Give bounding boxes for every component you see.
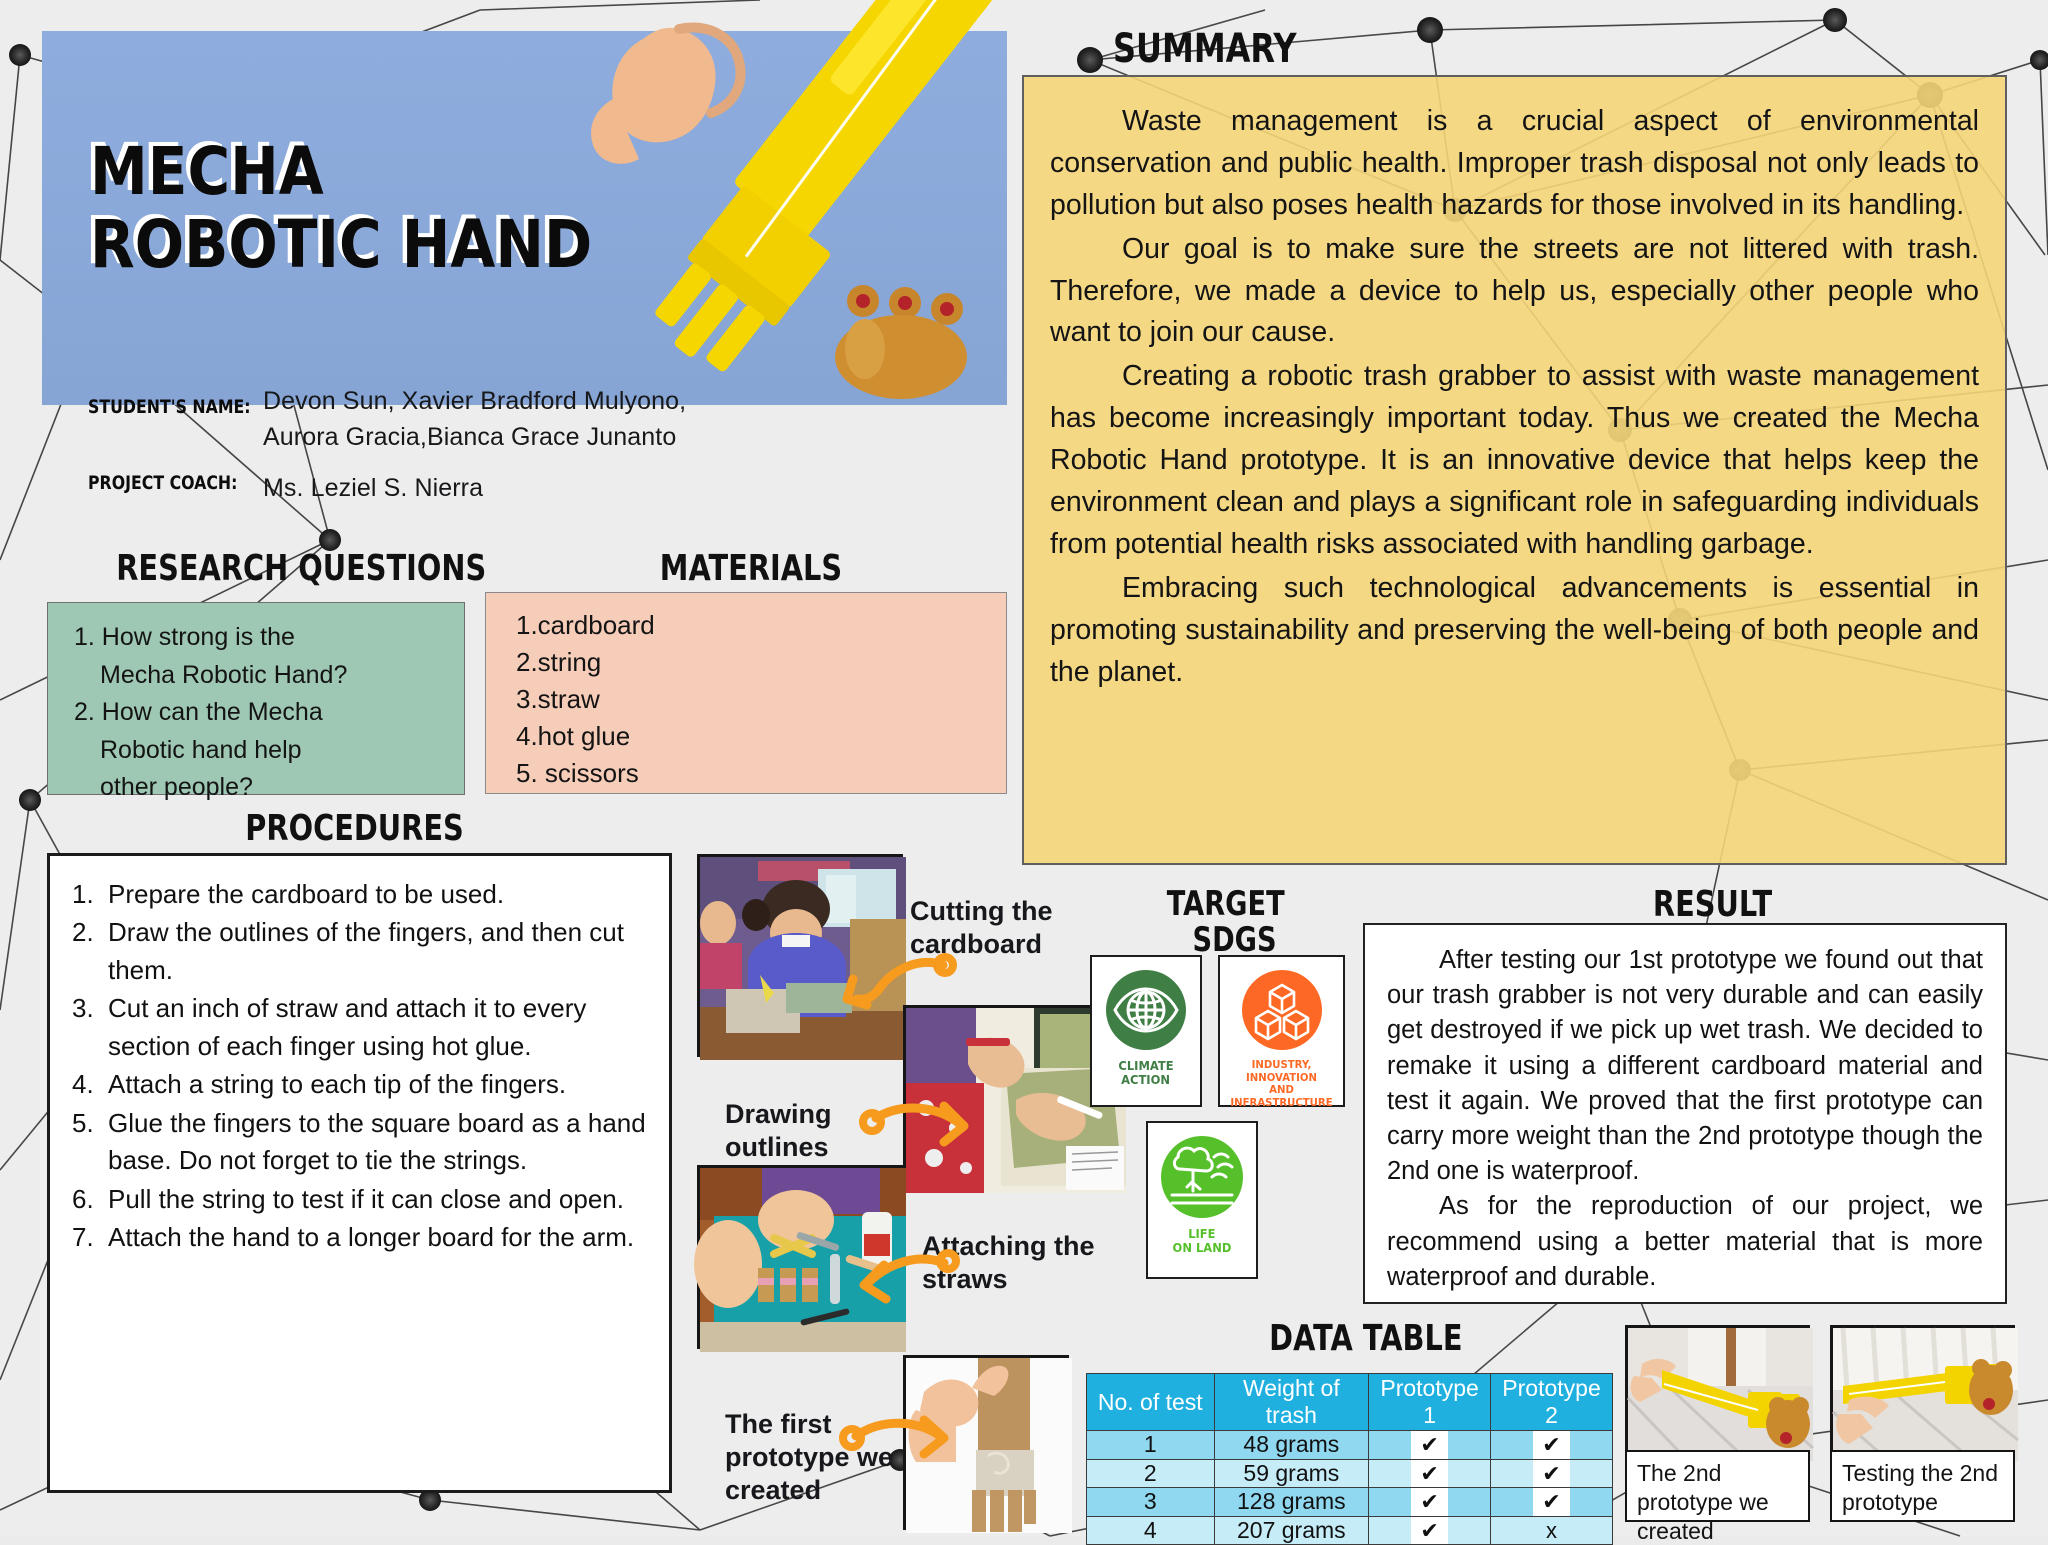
caption-second-prototype: The 2nd prototype we created (1625, 1450, 1810, 1522)
students-line-2: Aurora Gracia,Bianca Grace Junanto (263, 423, 677, 452)
step-text: Cut an inch of straw and attach it to every section of each finger using hot glue. (108, 993, 587, 1061)
title-line-1: MECHA (90, 133, 324, 210)
rq2-line2: Robotic hand help (100, 735, 302, 764)
table-header-row (1087, 1374, 1613, 1431)
cell-prototype2: ✔ (1491, 1431, 1613, 1460)
cell-test-no: 4 (1087, 1516, 1215, 1545)
poster-title (90, 133, 661, 283)
globe-eye-icon (1105, 969, 1187, 1051)
photo-second-prototype (1625, 1325, 1810, 1458)
materials-list (516, 607, 996, 792)
research-questions-list (74, 619, 454, 807)
col-weight-of-trash: Weight of trash (1214, 1374, 1369, 1431)
cell-weight: 48 grams (1214, 1431, 1369, 1460)
col-prototype-2: Prototype 2 (1491, 1374, 1613, 1431)
caption-first-prototype: The first prototype we created (725, 1409, 894, 1505)
coach-row (88, 470, 908, 506)
summary-paragraph-2: Our goal is to make sure the streets are not littered with trash. Therefore, we made a device to help us, especially other people who want to join our cause. (1050, 232, 1979, 349)
data-table-wrapper (1086, 1373, 1613, 1545)
step-number: 2. (72, 917, 94, 948)
poster-header-banner (42, 31, 1007, 502)
cell-prototype1: ✔ (1369, 1516, 1491, 1545)
col-prototype-1: Prototype 1 (1369, 1374, 1491, 1431)
step-number: 5. (72, 1107, 94, 1138)
list-item: 2.string (516, 646, 602, 677)
list-item (74, 619, 454, 694)
table-row (1087, 1459, 1613, 1488)
caption-cutting-cardboard: Cutting the cardboard (910, 896, 1053, 959)
result-paragraph-2: As for the reproduction of our project, we recommend using a better material that is more waterproof and durable. (1387, 1192, 1983, 1291)
list-item: 3.straw (516, 683, 600, 714)
sdg-card-climate-action (1090, 955, 1202, 1107)
step-number: 3. (72, 993, 94, 1024)
students-value (263, 383, 686, 456)
step-number: 6. (72, 1183, 94, 1214)
students-row (88, 383, 908, 456)
result-box (1363, 923, 2007, 1304)
arrow-icon-1 (845, 955, 955, 1025)
list-item (72, 1219, 659, 1256)
procedures-box (47, 853, 672, 1493)
list-item (72, 1181, 659, 1218)
cell-prototype2: ✔ (1491, 1488, 1613, 1517)
cell-prototype1: ✔ (1369, 1488, 1491, 1517)
result-heading: RESULT (1652, 884, 1773, 925)
data-table-heading: DATA TABLE (1269, 1318, 1463, 1359)
sdg-label-life-on-land: LIFE ON LAND (1172, 1226, 1232, 1256)
target-sdgs-heading-line1: TARGET (1166, 884, 1285, 924)
rq1-line2: Mecha Robotic Hand? (100, 660, 348, 689)
sdg-label-climate-action: CLIMATE ACTION (1118, 1058, 1174, 1088)
summary-heading: SUMMARY (1112, 26, 1297, 72)
rq2-line3: other people? (100, 773, 253, 801)
sdg-label-industry-innovation: INDUSTRY, INNOVATION AND INFRASTRUCTURE (1230, 1058, 1333, 1109)
title-line-2: ROBOTIC HAND (90, 205, 593, 283)
materials-box (485, 592, 1007, 794)
poster-meta (88, 383, 908, 510)
tree-birds-icon (1160, 1135, 1244, 1219)
step-text: Glue the fingers to the square board as a hand base. Do not forget to tie the strings. (108, 1107, 646, 1176)
students-label: STUDENT'S NAME: (88, 396, 251, 418)
step-number: 1. (72, 879, 94, 909)
caption-drawing-outlines: Drawing outlines (725, 1099, 832, 1162)
result-paragraph-1: After testing our 1st prototype we found out that our trash grabber is not very durable and can easily get destroyed if we pick up wet trash. We decided to remake it using a different cardboard material and test it again. We proved that the first prototype can carry more weight than the 2nd prototype though the 2nd one is waterproof. (1387, 946, 1983, 1186)
list-item (72, 876, 659, 913)
photo-testing-second-prototype (1830, 1325, 2015, 1458)
step-text: Attach a string to each tip of the fingers. (108, 1069, 567, 1100)
list-item (72, 1066, 659, 1103)
cell-prototype2: ✔ (1491, 1459, 1613, 1488)
list-item: 4.hot glue (516, 720, 631, 751)
step-text: Attach the hand to a longer board for the arm. (108, 1221, 635, 1252)
list-item (72, 1105, 659, 1180)
procedures-list (72, 876, 659, 1256)
target-sdgs-group (1090, 955, 1390, 1295)
research-questions-heading: RESEARCH QUESTIONS (116, 548, 487, 589)
cell-prototype1: ✔ (1369, 1431, 1491, 1460)
col-no-of-test: No. of test (1087, 1374, 1215, 1431)
materials-heading: MATERIALS (659, 548, 843, 589)
list-item (74, 694, 454, 807)
caption-attaching-straws: Attaching the straws (922, 1231, 1095, 1294)
summary-paragraph-4: Embracing such technological advancements is essential in promoting sustainability and preserving the well-being of both people and the planet. (1050, 571, 1979, 688)
rq1-line1: 1. How strong is the (74, 623, 295, 651)
step-number: 4. (72, 1069, 94, 1100)
cell-weight: 59 grams (1214, 1459, 1369, 1488)
arrow-icon-4 (840, 1400, 960, 1470)
coach-label: PROJECT COACH: (88, 471, 238, 494)
research-questions-box (47, 602, 465, 801)
arrow-icon-2 (860, 1092, 980, 1162)
cell-prototype1: ✔ (1369, 1459, 1491, 1488)
caption-testing-second-prototype: Testing the 2nd prototype (1830, 1450, 2015, 1522)
table-row (1087, 1431, 1613, 1460)
summary-paragraph-3: Creating a robotic trash grabber to assist with waste management has become increasingly important today. Thus we created the Mecha Robotic Hand prototype. It is an innovative device that helps keep the environment clean and plays a significant role in safeguarding individuals from potential health risks associated with handling garbage. (1050, 360, 1979, 560)
cell-weight: 207 grams (1214, 1516, 1369, 1545)
list-item (72, 914, 659, 989)
target-sdgs-heading-line2: SDGS (1192, 920, 1277, 960)
step-text: Pull the string to test if it can close and open. (108, 1183, 624, 1214)
step-number: 7. (72, 1221, 94, 1252)
list-item: 5. scissors (516, 757, 639, 788)
summary-paragraph-1: Waste management is a crucial aspect of environmental conservation and public health. Improper trash disposal not only leads to pollution but also poses health hazards for those involved in its handling. (1050, 105, 1979, 221)
step-text: Prepare the cardboard to be used. (108, 879, 505, 909)
rq2-line1: 2. How can the Mecha (74, 698, 323, 726)
cell-test-no: 1 (1087, 1431, 1215, 1460)
summary-box (1022, 75, 2007, 865)
step-text: Draw the outlines of the fingers, and then cut them. (108, 917, 624, 985)
table-row (1087, 1516, 1613, 1545)
data-table (1086, 1373, 1613, 1545)
cell-test-no: 2 (1087, 1459, 1215, 1488)
cell-test-no: 3 (1087, 1488, 1215, 1517)
procedures-heading: PROCEDURES (245, 808, 464, 849)
list-item (72, 990, 659, 1065)
arrow-icon-3 (840, 1245, 960, 1315)
coach-value: Ms. Leziel S. Nierra (263, 473, 484, 502)
students-line-1: Devon Sun, Xavier Bradford Mulyono, (263, 387, 687, 415)
list-item: 1.cardboard (516, 610, 655, 640)
sdg-card-life-on-land (1146, 1121, 1258, 1279)
table-row (1087, 1488, 1613, 1517)
cubes-icon (1241, 969, 1323, 1051)
cell-weight: 128 grams (1214, 1488, 1369, 1517)
sdg-card-industry-innovation (1218, 955, 1345, 1107)
cell-prototype2: x (1491, 1516, 1613, 1545)
